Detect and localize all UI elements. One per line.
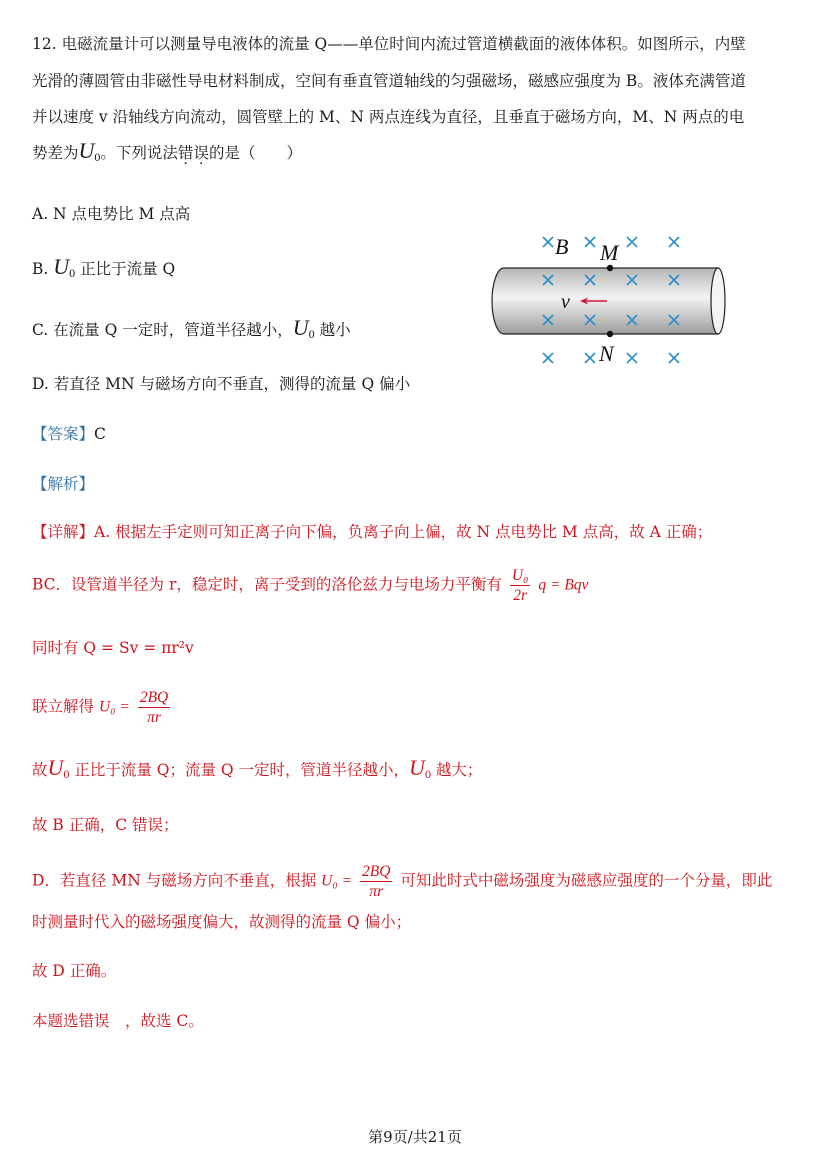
option-d: D. 若直径 MN 与磁场方向不垂直，测得的流量 Q 偏小 bbox=[32, 375, 411, 393]
u0-symbol: $U_0$ bbox=[53, 254, 76, 280]
question-line-4-end: 的是（ ） bbox=[208, 144, 302, 162]
pipe bbox=[492, 268, 725, 334]
field-cross bbox=[669, 237, 679, 247]
detail-label: 【详解】 bbox=[32, 523, 95, 541]
detail-line-q: 同时有 Q = Sv = πr²v bbox=[32, 639, 194, 657]
emphasis-char-2: 误 bbox=[193, 144, 209, 162]
u0-symbol: $U_0$ bbox=[78, 138, 101, 164]
question-line-4 bbox=[32, 138, 302, 167]
detail-line-solve bbox=[32, 688, 173, 727]
label-v: v bbox=[561, 291, 570, 313]
field-cross bbox=[543, 237, 553, 247]
option-b-label: B. bbox=[32, 260, 49, 278]
field-cross bbox=[585, 237, 595, 247]
label-b: B bbox=[555, 234, 569, 259]
detail-a-text: A. 根据左手定则可知正离子向下偏，负离子向上偏，故 N 点电势比 M 点高，故 A 正确； bbox=[94, 523, 713, 541]
answer-label: 【答案】 bbox=[32, 425, 95, 443]
flowmeter-diagram bbox=[486, 228, 736, 378]
option-a: A. N 点电势比 M 点高 bbox=[32, 205, 191, 223]
fraction-u0-2r: $\frac{\text{U₀}}{2r}$ bbox=[511, 567, 529, 604]
question-line-3: 并以速度 v 沿轴线方向流动，圆管壁上的 M、N 两点连线为直径，且垂直于磁场方向，M、N 两点的电 bbox=[32, 108, 745, 126]
emphasis-char-1: 错 bbox=[177, 144, 194, 162]
option-c bbox=[32, 315, 351, 344]
label-m: M bbox=[600, 240, 619, 265]
answer-value: C bbox=[94, 425, 106, 443]
point-m bbox=[607, 265, 613, 271]
option-c-text-end: 越小 bbox=[319, 321, 351, 339]
field-cross bbox=[585, 353, 595, 363]
question-line-4-pre: 势差为 bbox=[32, 144, 79, 162]
question-line-2: 光滑的薄圆管由非磁性导电材料制成，空间有垂直管道轴线的匀强磁场，磁感应强度为 B。液体充满管道 bbox=[32, 72, 746, 90]
option-b bbox=[32, 254, 176, 283]
field-cross bbox=[627, 353, 637, 363]
question-line-4-post: 。下列说法 bbox=[100, 144, 178, 162]
detail-line-d-result: 故 D 正确。 bbox=[32, 962, 117, 980]
detail-conclude-post: 越大； bbox=[435, 761, 483, 779]
page-number: 第9页/共21页 bbox=[368, 1128, 462, 1146]
detail-d-lhs: U₀ = bbox=[321, 872, 353, 890]
detail-line-a bbox=[32, 522, 712, 542]
u0-symbol: $U_0$ bbox=[292, 315, 315, 341]
detail-bc-eq: q = Bqv bbox=[538, 576, 589, 594]
detail-line-final: 本题选错误 ，故选 C。 bbox=[32, 1012, 204, 1030]
point-n bbox=[607, 331, 613, 337]
field-cross bbox=[669, 353, 679, 363]
detail-bc-text: BC．设管道半径为 r，稳定时，离子受到的洛伦兹力与电场力平衡有 bbox=[32, 575, 502, 594]
u0-symbol: $U_0$ bbox=[47, 755, 70, 781]
detail-conclude-mid: 正比于流量 Q；流量 Q 一定时，管道半径越小， bbox=[74, 761, 410, 779]
detail-solve-lhs: U₀ = bbox=[98, 698, 130, 716]
field-cross bbox=[627, 237, 637, 247]
u0-symbol: $U_0$ bbox=[409, 755, 431, 781]
detail-d-post: 可知此时式中磁场强度为磁感应强度的一个分量，即此 bbox=[400, 871, 773, 890]
fraction-2bq-pir-d: $\frac{2BQ}{\pi r}$ bbox=[362, 863, 391, 900]
analysis-label: 【解析】 bbox=[32, 475, 95, 493]
answer-line bbox=[32, 424, 106, 444]
field-cross bbox=[543, 353, 553, 363]
option-b-text: 正比于流量 Q bbox=[80, 260, 176, 278]
detail-d-pre: D．若直径 MN 与磁场方向不垂直，根据 bbox=[32, 871, 317, 890]
label-n: N bbox=[599, 341, 614, 366]
detail-line-conclude bbox=[32, 755, 483, 784]
detail-line-bc-result: 故 B 正确，C 错误； bbox=[32, 816, 179, 834]
detail-line-bc bbox=[32, 566, 588, 605]
detail-conclude-pre: 故 bbox=[32, 761, 48, 779]
fraction-2bq-pir: $\frac{2BQ}{\pi r}$ bbox=[139, 689, 169, 726]
option-c-text: C. 在流量 Q 一定时，管道半径越小， bbox=[32, 321, 293, 339]
detail-line-d bbox=[32, 862, 772, 901]
question-line-1: 12. 电磁流量计可以测量导电液体的流量 Q——单位时间内流过管道横截面的液体体积。如图所示，内壁 bbox=[32, 35, 746, 53]
detail-line-d2: 时测量时代入的磁场强度偏大，故测得的流量 Q 偏小； bbox=[32, 913, 412, 931]
detail-solve-pre: 联立解得 bbox=[32, 697, 95, 716]
